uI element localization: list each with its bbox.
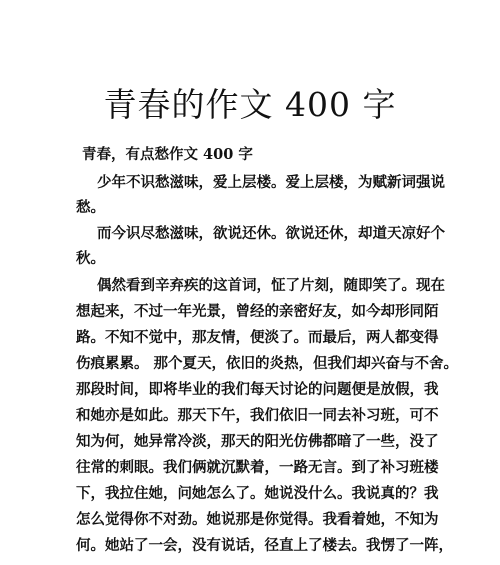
paragraph-line: 秋。 xyxy=(76,250,105,267)
paragraph-line: 和她亦是如此。那天下午，我们依旧一同去补习班，可不 xyxy=(76,407,439,424)
document-title: 青春的作文 400 字 xyxy=(103,85,397,124)
paragraph-line: 那段时间，即将毕业的我们每天讨论的问题便是放假，我 xyxy=(76,381,439,398)
paragraph-line: 而今识尽愁滋味，欲说还休。欲说还休，却道天凉好个 xyxy=(97,225,445,242)
paragraph-line: 往常的刺眼。我们俩就沉默着，一路无言。到了补习班楼 xyxy=(76,459,439,476)
paragraph-line: 愁。 xyxy=(76,199,105,216)
document-subtitle: 青春，有点愁作文 400 字 xyxy=(82,146,253,163)
paragraph-line: 何。她站了一会，没有说话，径直上了楼去。我愣了一阵， xyxy=(76,537,453,554)
paragraph-line: 伤痕累累。 那个夏天，依旧的炎热，但我们却兴奋与不舍。 xyxy=(76,355,459,372)
paragraph-line: 知为何，她异常冷淡，那天的阳光仿佛都暗了一些，没了 xyxy=(76,433,439,450)
paragraph-line: 少年不识愁滋味，爱上层楼。爱上层楼，为赋新词强说 xyxy=(97,174,445,191)
paragraph-line: 偶然看到辛弃疾的这首词，怔了片刻，随即笑了。现在 xyxy=(97,277,445,294)
paragraph-line: 怎么觉得你不对劲。她说那是你觉得。我看着她，不知为 xyxy=(76,511,439,528)
paragraph-line: 下，我拉住她，问她怎么了。她说没什么。我说真的？我 xyxy=(76,485,439,502)
paragraph-line: 想起来，不过一年光景，曾经的亲密好友，如今却形同陌 xyxy=(76,303,439,320)
paragraph-line: 路。不知不觉中，那友情，便淡了。而最后，两人都变得 xyxy=(76,329,439,346)
